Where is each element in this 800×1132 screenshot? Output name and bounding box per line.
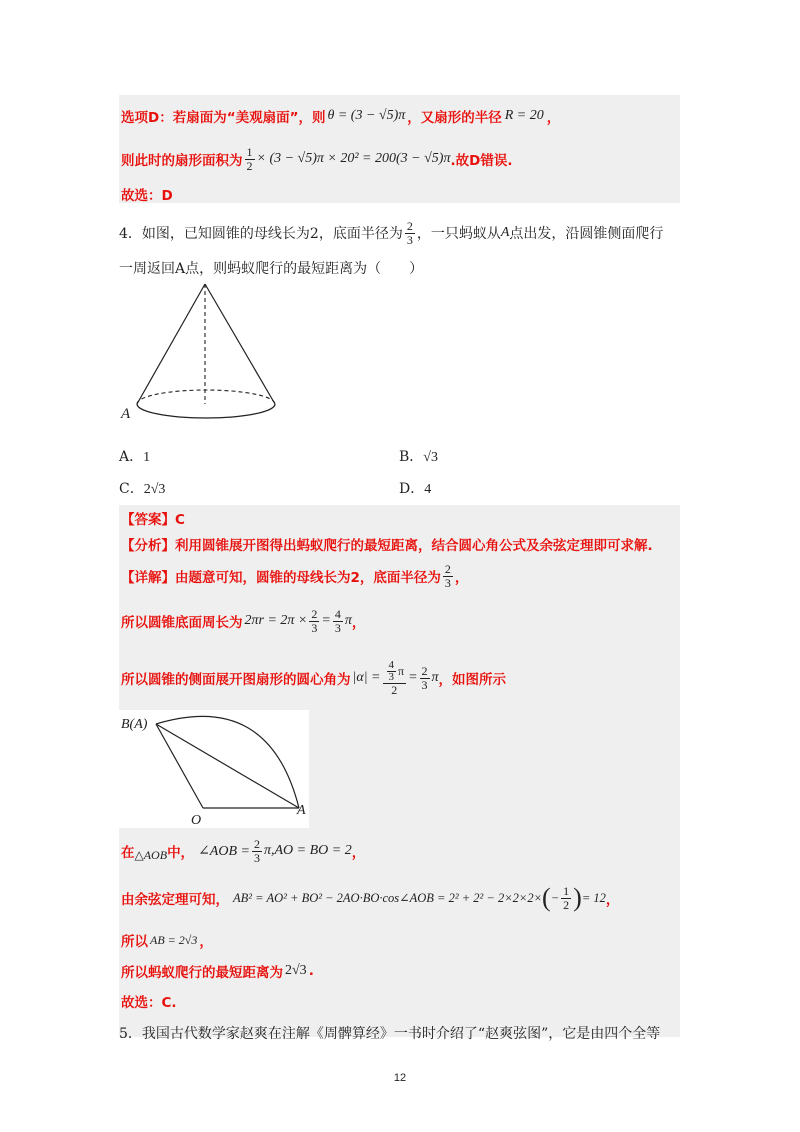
option-d-line — [121, 104, 560, 128]
angle-result-fraction: $\frac{2}{3}$ — [421, 663, 428, 692]
final-formula: 2√3 — [285, 963, 307, 978]
tri-name: △AOB — [134, 847, 168, 862]
angle-eq: = — [408, 670, 418, 685]
answer-line — [121, 509, 185, 527]
label-a: A — [297, 803, 306, 818]
q4-fraction — [405, 220, 415, 247]
choice-b-letter: B． — [399, 449, 424, 465]
choose-c-text: 故选：C. — [121, 995, 177, 1011]
cos-result: = 12 — [581, 890, 606, 905]
triangle-line — [121, 834, 365, 868]
cone-figure — [115, 278, 290, 433]
half-fraction: $\frac{1}{2}$ — [246, 144, 253, 173]
detail-fraction: $\frac{2}{3}$ — [444, 561, 451, 590]
choice-a[interactable] — [119, 446, 150, 466]
question5-line — [119, 1023, 660, 1043]
label-o: O — [191, 813, 202, 828]
angle-inner-num: 4 — [388, 658, 394, 671]
sector-figure — [119, 710, 309, 828]
cone-right-edge — [205, 284, 275, 404]
choice-d-letter: D． — [399, 481, 425, 497]
q5-text: 5．我国古代数学家赵爽在注解《周髀算经》一书时介绍了“赵爽弦图”，它是由四个全等 — [119, 1026, 661, 1042]
q4-text-d: 点出发，沿圆锥侧面爬行 — [509, 226, 664, 242]
option-d-prefix: 选项D：若扇面为“美观扇面”，则 — [121, 110, 326, 126]
circ-frac-2: $\frac{4}{3}$ — [334, 606, 341, 635]
area-line — [121, 143, 512, 175]
cone-label-a: A — [121, 406, 131, 422]
q4-frac-num: 2 — [406, 218, 413, 233]
cos-prefix: 由余弦定理可知， — [121, 892, 229, 908]
angle-pi: π — [431, 670, 439, 685]
q4-text-2: 一周返回A点，则蚂蚁爬行的最短距离为（ ） — [119, 261, 424, 277]
angle-abs: |α| = — [352, 670, 381, 685]
tri-prefix: 在 — [121, 845, 135, 861]
circ-pi: π — [344, 613, 352, 628]
choice-c-letter: C． — [119, 481, 144, 497]
angle-complex-fraction — [383, 660, 407, 697]
angle-line — [121, 651, 506, 705]
cone-base-back — [137, 390, 275, 404]
angle-prefix: 所以圆锥的侧面展开图扇形的圆心角为 — [121, 672, 351, 688]
area-end: .故D错误. — [450, 153, 513, 169]
cos-end: ， — [605, 892, 620, 908]
detail-end: ， — [454, 570, 469, 586]
choose-c — [121, 992, 177, 1010]
q4-text-b: ，一只蚂蚁从 — [416, 226, 501, 242]
q4-point-a: A — [500, 225, 510, 240]
cos-formula: AB² = AO² + BO² − 2AO·BO·cos∠AOB = 2² + 2² − 2×2×2× — [233, 891, 543, 905]
angle-inner-den: 3 — [388, 670, 394, 683]
analysis-text: 【分析】利用圆锥展开图得出蚂蚁爬行的最短距离，结合圆心角公式及余弦定理即可求解. — [121, 538, 653, 554]
choice-b[interactable] — [399, 446, 438, 466]
angle-outer-den: 2 — [391, 682, 398, 697]
choice-a-value: 1 — [143, 450, 151, 465]
tri-fraction: $\frac{2}{3}$ — [253, 836, 260, 865]
ab-prefix: 所以 — [121, 934, 148, 950]
page-number: 12 — [393, 1072, 407, 1084]
circ-end: ， — [351, 615, 366, 631]
choose-d — [121, 185, 173, 203]
theta-formula: θ = (3 − √5)π — [327, 108, 406, 123]
choice-d-value: 4 — [424, 482, 432, 497]
tri-mid: 中， — [167, 845, 195, 861]
question4-line1 — [119, 218, 663, 248]
cos-half: $\frac{1}{2}$ — [563, 883, 570, 912]
detail-prefix: 【详解】由题意可知，圆锥的母线长为2，底面半径为 — [121, 570, 441, 586]
cone-left-edge — [137, 284, 205, 404]
choose-d-text: 故选：D — [121, 188, 173, 204]
angle-end: ，如图所示 — [438, 672, 507, 688]
ab-line — [121, 930, 213, 950]
ab-end: ， — [199, 934, 213, 950]
choice-c-value: 2√3 — [143, 482, 166, 497]
analysis-line — [121, 535, 653, 553]
final-end: . — [308, 963, 314, 979]
question4-line2 — [119, 258, 423, 278]
tri-sides: π,AO = BO = 2 — [263, 843, 352, 858]
cos-paren: ( − $\frac{1}{2}$ ) — [542, 883, 582, 912]
area-prefix: 则此时的扇形面积为 — [121, 153, 243, 169]
cone-base-front — [137, 404, 275, 418]
ab-formula: AB = 2√3 — [150, 932, 198, 947]
option-d-end: ， — [546, 110, 561, 126]
q4-text-a: 4．如图，已知圆锥的母线长为2，底面半径为 — [119, 226, 403, 242]
choice-d[interactable] — [399, 478, 431, 498]
circ-prefix: 所以圆锥底面周长为 — [121, 615, 243, 631]
radius-formula: R = 20 — [504, 108, 544, 123]
q4-frac-den: 3 — [406, 232, 413, 247]
circ-eq: = — [321, 613, 331, 628]
tri-angle: ∠AOB = — [198, 843, 250, 859]
answer-text: 【答案】C — [121, 512, 185, 528]
area-formula: × (3 − √5)π × 20² = 200(3 − √5)π — [256, 151, 451, 166]
label-b-a: B(A) — [121, 717, 148, 732]
detail-line — [121, 560, 468, 592]
cosine-line — [121, 881, 619, 915]
angle-inner-pi: π — [398, 663, 405, 678]
choice-c[interactable] — [119, 478, 165, 498]
choice-b-value: √3 — [423, 450, 438, 465]
final-prefix: 所以蚂蚁爬行的最短距离为 — [121, 965, 283, 981]
tri-end: ， — [351, 845, 366, 861]
final-line — [121, 960, 314, 982]
circ-formula: 2πr = 2π × — [244, 613, 308, 628]
circ-frac-1: $\frac{2}{3}$ — [311, 606, 318, 635]
circumference-line — [121, 604, 365, 638]
cos-neg: − — [550, 890, 560, 905]
choice-a-letter: A． — [119, 449, 144, 465]
option-d-mid: ，又扇形的半径 — [407, 110, 502, 126]
